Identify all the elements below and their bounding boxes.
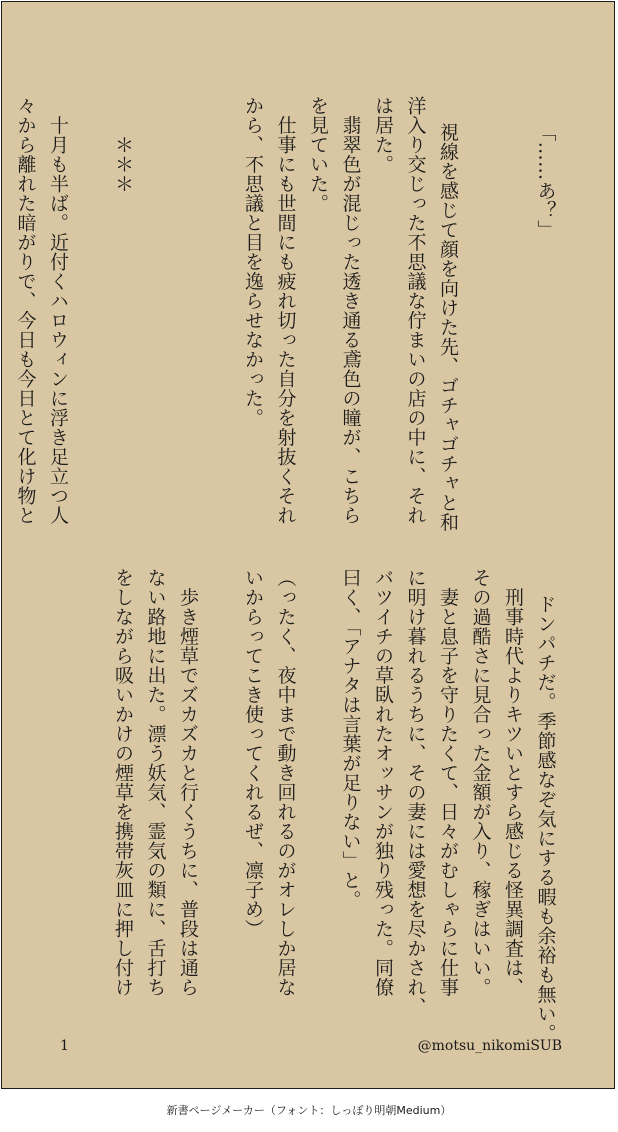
body-text-bottom: ドンパチだ。季節感なぞ気にする暇も余裕も無い。 刑事時代よりキツいとすら感じる怪異調査は、 その過酷さに見合った金額が入り、稼ぎはいい。 妻と息子を守りたくて、日々がむしゃらに仕事 に明け暮れるうちに、その妻には愛想を尽かされ、 バツイチの草臥れたオッサンが独り残った。同僚 曰く、「アナタは言葉が足りない」と。 （ったく、夜中まで動き回れるのがオレしか居な いからってこき使ってくれるぜ、凛子め） 歩き煙草でズカズカと行くうちに、普段は通ら ない路地に出た。漂う妖気、霊気の類に、舌打ち をしながら吸いかけの煙草を携帯灰皿に押し付け [112, 568, 557, 1043]
text-block-top [14, 96, 594, 532]
page-number: 1 [60, 1038, 69, 1054]
text-block-bottom [54, 568, 594, 1043]
generator-credit: 新書ページメーカー（フォント：しっぽり明朝Medium） [166, 1104, 452, 1117]
author-handle: @motsu_nikomiSUB [417, 1038, 562, 1054]
body-text-top-content: 視線を感じて顔を向けた先、ゴチャゴチャと和 洋入り交じった不思議な佇まいの店の中に、それ は居た。 翡翠色が混じった透き通る鳶色の瞳が、こちら を見ていた。 仕事にも世間にも疲れ切った自分を射抜くそれ から、不思議と目を逸らせなかった。 ＊＊＊ 十月も半ば。近付くハロウィンに浮き足立つ人 々から離れた暗がりで、今日も今日とて化け物と [14, 96, 459, 532]
book-page [1, 1, 615, 1089]
opening-quote: 「……あ？」 [534, 122, 557, 240]
